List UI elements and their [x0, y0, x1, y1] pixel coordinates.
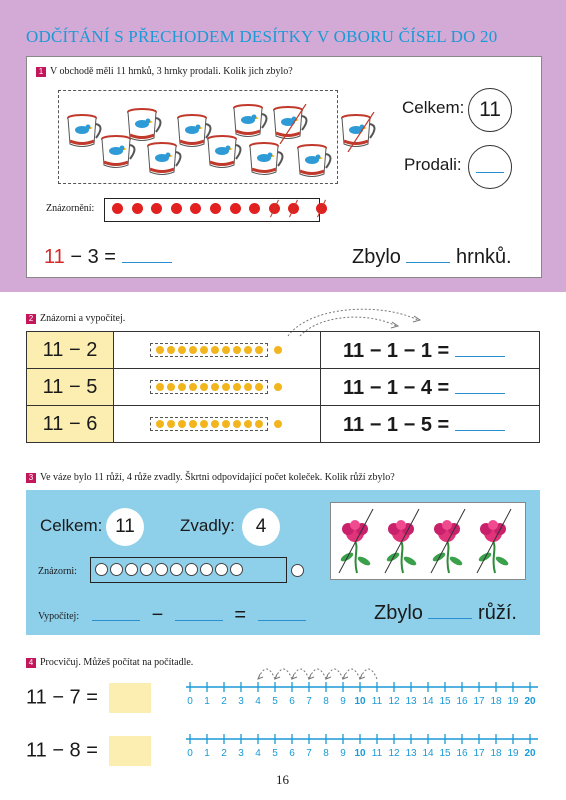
tick-label: 9 [340, 696, 346, 707]
count-circle[interactable] [185, 563, 198, 576]
step-cell [321, 369, 540, 406]
ex3-celkem-label: Celkem: [40, 516, 103, 535]
ex3-subtrahend-blank[interactable] [175, 602, 223, 621]
dots-cell[interactable] [114, 332, 321, 369]
exercise-2-prompt [26, 313, 125, 324]
yellow-dot-extra [274, 346, 282, 354]
tick-label: 3 [238, 696, 244, 707]
yellow-dot [211, 346, 219, 354]
yellow-dot [255, 346, 263, 354]
tick-label: 16 [456, 696, 468, 707]
tick-label: 12 [388, 748, 400, 759]
exercise-1-number: 1 [36, 67, 46, 77]
ex4-eq1-answer-box[interactable] [109, 683, 151, 713]
rose-icon [339, 509, 373, 573]
yellow-dot [178, 346, 186, 354]
exercise-3-prompt [26, 472, 395, 483]
count-circle[interactable] [110, 563, 123, 576]
ex3-zbylo-sentence [374, 600, 517, 625]
ex3-minus-sign: − [151, 604, 164, 626]
ex3-equals-sign: = [234, 604, 247, 626]
eq-answer-blank[interactable] [122, 242, 172, 263]
circles-frame [90, 557, 287, 583]
yellow-dot [200, 346, 208, 354]
yellow-dot [244, 420, 252, 428]
prodali-answer-circle[interactable] [468, 145, 512, 189]
exercise-3-number: 3 [26, 473, 36, 483]
tick-label: 7 [306, 696, 312, 707]
eq-minus-sign: − [70, 246, 83, 268]
step-expression: 11 − 1 − 4 = [343, 376, 450, 399]
tick-label: 10 [354, 748, 366, 759]
mug-icon [126, 106, 166, 146]
ex3-celkem-value: 11 [115, 516, 135, 537]
tick-label: 11 [371, 748, 383, 759]
tick-label: 10 [354, 696, 366, 707]
step-answer-blank[interactable] [455, 412, 505, 431]
tick-label: 4 [255, 748, 261, 759]
yellow-dot [222, 383, 230, 391]
ex4-equation-1 [26, 683, 151, 713]
yellow-dot [233, 383, 241, 391]
exercise-3-prompt-text: Ve váze bylo 11 růží, 4 růže zvadly. Škrtni odpovídající počet koleček. Kolik růží zbylo? [40, 472, 395, 483]
celkem-value: 11 [479, 98, 501, 121]
yellow-dot [200, 383, 208, 391]
tick-label: 11 [371, 696, 383, 707]
exercise-2-table [26, 331, 540, 443]
yellow-dot [211, 420, 219, 428]
tick-label: 14 [422, 748, 434, 759]
yellow-dot [167, 383, 175, 391]
table-row [27, 332, 540, 369]
tick-label: 17 [473, 696, 485, 707]
ex3-vypocitej-label: Vypočítej: [38, 611, 80, 622]
zbylo-label: Zbylo [352, 246, 401, 268]
ex4-equation-2 [26, 736, 151, 766]
step-expression: 11 − 1 − 1 = [343, 339, 450, 362]
count-circle[interactable] [155, 563, 168, 576]
rose-icon [477, 509, 511, 573]
exercise-4-prompt [26, 657, 193, 668]
yellow-dot [156, 346, 164, 354]
tick-label: 18 [490, 748, 502, 759]
exercise-2-prompt-text: Znázorni a vypočítej. [40, 313, 126, 324]
ex3-zbylo-blank[interactable] [428, 600, 472, 619]
yellow-dot [255, 383, 263, 391]
tick-label: 17 [473, 748, 485, 759]
tick-label: 2 [221, 696, 227, 707]
zbylo-sentence [352, 242, 512, 269]
ex3-zvadly-label: Zvadly: [180, 516, 235, 535]
ex3-zvadly-circle [242, 508, 280, 546]
mug-icon [146, 140, 186, 180]
exercise-1-prompt [36, 66, 293, 77]
eq-minuend: 11 [44, 246, 65, 268]
yellow-dot [244, 346, 252, 354]
count-circle[interactable] [215, 563, 228, 576]
zbylo-answer-blank[interactable] [406, 242, 450, 263]
yellow-dot-extra [274, 383, 282, 391]
red-dot [210, 203, 221, 214]
hrnku-label: hrnků. [456, 246, 512, 268]
roses-picture [330, 502, 526, 580]
tick-label: 5 [272, 748, 278, 759]
tick-label: 5 [272, 696, 278, 707]
yellow-dot [167, 420, 175, 428]
tick-label: 1 [204, 748, 210, 759]
exercise-4-prompt-text: Procvičuj. Můžeš počítat na počítadle. [40, 657, 194, 668]
tick-label: 20 [524, 696, 536, 707]
count-circle[interactable] [140, 563, 153, 576]
tick-label: 7 [306, 748, 312, 759]
exercise-1-equation [44, 242, 172, 269]
yellow-dot [244, 383, 252, 391]
ex3-minuend-blank[interactable] [92, 602, 140, 621]
yellow-dot-extra [274, 420, 282, 428]
tick-label: 16 [456, 748, 468, 759]
mug-icon [248, 140, 288, 180]
ex3-result-blank[interactable] [258, 602, 306, 621]
ex3-equation [92, 602, 306, 627]
expression-cell: 11 − 2 [27, 332, 114, 369]
step-cell [321, 406, 540, 443]
yellow-dot [222, 346, 230, 354]
tick-label: 15 [439, 748, 451, 759]
tick-label: 3 [238, 748, 244, 759]
exercise-1-prompt-text: V obchodě měli 11 hrnků, 3 hrnky prodali. Kolik jich zbylo? [50, 66, 293, 77]
yellow-dot [156, 420, 164, 428]
step-expression: 11 − 1 − 5 = [343, 413, 450, 436]
yellow-dot [189, 346, 197, 354]
step-answer-blank[interactable] [455, 338, 505, 357]
tick-label: 0 [187, 696, 193, 707]
expression-cell: 11 − 5 [27, 369, 114, 406]
exercise-4-number: 4 [26, 658, 36, 668]
step-cell [321, 332, 540, 369]
znazorneni-label: Znázornění: [46, 203, 95, 214]
prodali-answer-blank[interactable] [476, 148, 504, 173]
celkem-value-circle [468, 88, 512, 132]
dots-cell[interactable] [114, 406, 321, 443]
count-circle[interactable] [200, 563, 213, 576]
tick-label: 0 [187, 748, 193, 759]
dots-group [150, 380, 268, 394]
yellow-dot [189, 383, 197, 391]
yellow-dot [178, 383, 186, 391]
ex3-ruzi-label: růží. [478, 602, 517, 624]
yellow-dot [233, 346, 241, 354]
expression-cell: 11 − 6 [27, 406, 114, 443]
dots-group [150, 343, 268, 357]
table-row [27, 369, 540, 406]
red-dot [132, 203, 143, 214]
mug-icon [340, 112, 380, 152]
ex4-eq2-text: 11 − 8 = [26, 739, 98, 762]
rose-icon [385, 509, 419, 573]
red-dot [112, 203, 123, 214]
tick-label: 6 [289, 696, 295, 707]
tick-label: 18 [490, 696, 502, 707]
count-circle-extra[interactable] [291, 564, 304, 577]
mug-icon [206, 133, 246, 173]
tick-label: 2 [221, 748, 227, 759]
red-dot [230, 203, 241, 214]
tick-label: 19 [507, 748, 519, 759]
rose-icon [431, 509, 465, 573]
tick-label: 9 [340, 748, 346, 759]
tick-label: 13 [405, 696, 417, 707]
red-dot [171, 203, 182, 214]
step-answer-blank[interactable] [455, 375, 505, 394]
count-circle[interactable] [125, 563, 138, 576]
ex4-eq1-text: 11 − 7 = [26, 686, 98, 709]
ex3-celkem-circle [106, 508, 144, 546]
count-circle[interactable] [230, 563, 243, 576]
count-circle[interactable] [170, 563, 183, 576]
yellow-dot [200, 420, 208, 428]
tick-label: 20 [524, 748, 536, 759]
ex4-eq2-answer-box[interactable] [109, 736, 151, 766]
prodali-label: Prodali: [404, 155, 462, 174]
yellow-dot [222, 420, 230, 428]
tick-label: 13 [405, 748, 417, 759]
yellow-dot [255, 420, 263, 428]
exercise-2-number: 2 [26, 314, 36, 324]
tick-label: 19 [507, 696, 519, 707]
celkem-label: Celkem: [402, 98, 465, 117]
tick-label: 8 [323, 696, 329, 707]
page-title: ODČÍTÁNÍ S PŘECHODEM DESÍTKY V OBORU ČÍSEL DO 20 [26, 27, 498, 46]
page-number: 16 [276, 772, 289, 787]
ex3-zvadly-value: 4 [255, 516, 267, 537]
tick-label: 12 [388, 696, 400, 707]
ex3-znazorni-label: Znázorni: [38, 566, 77, 577]
tick-label: 15 [439, 696, 451, 707]
eq-equals-sign: = [104, 246, 116, 268]
yellow-dot [211, 383, 219, 391]
tick-label: 6 [289, 748, 295, 759]
dots-cell[interactable] [114, 369, 321, 406]
tick-label: 14 [422, 696, 434, 707]
eq-subtrahend: 3 [87, 246, 99, 268]
yellow-dot [189, 420, 197, 428]
table-row [27, 406, 540, 443]
yellow-dot [178, 420, 186, 428]
count-circle[interactable] [95, 563, 108, 576]
yellow-dot [156, 383, 164, 391]
yellow-dot [233, 420, 241, 428]
mug-icon [272, 104, 312, 144]
tick-label: 4 [255, 696, 261, 707]
number-line-2 [186, 724, 546, 760]
dots-group [150, 417, 268, 431]
mug-icon [296, 142, 336, 182]
yellow-dot [167, 346, 175, 354]
tick-label: 1 [204, 696, 210, 707]
tick-label: 8 [323, 748, 329, 759]
ex3-zbylo-label: Zbylo [374, 602, 423, 624]
number-line-1 [186, 660, 546, 710]
